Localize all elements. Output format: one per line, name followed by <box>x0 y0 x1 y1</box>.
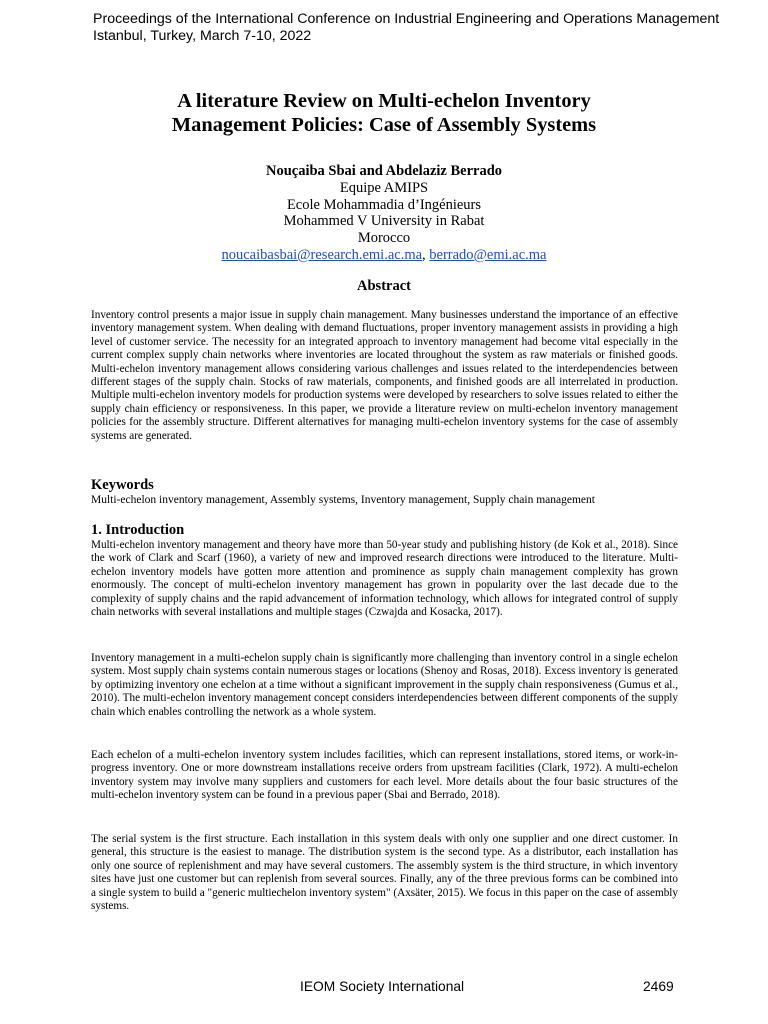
footer-society: IEOM Society International <box>300 979 465 994</box>
intro-paragraph-1: Multi-echelon inventory management and theory have more than 50-year study and publishing history (de Kok et al., 2018). Since the work of Clark and Scarf (1960), a variety of new and improved research directions were introduced to the literature. Multi-echelon inventory models have gotten more attention and prominence as supply chain management complexity has grown enormously. The concept of multi-echelon inventory management has grown in popularity over the last decade due to the complexity of supply chains and the rapid advancement of information technology, which allows for integrated control of supply chain networks with several installations and multiple stages (Czwajda and Kosacka, 2017). <box>91 539 678 619</box>
email-link-berrado[interactable]: berrado@emi.ac.ma <box>429 246 547 263</box>
author-country: Morocco <box>357 230 411 247</box>
running-header <box>93 11 753 45</box>
author-emails <box>0 247 768 264</box>
intro-paragraph-2: Inventory management in a multi-echelon supply chain is significantly more challenging than inventory control in a single echelon system. Most supply chain systems contain numerous stages or locations (Shenoy and Rosas, 2018). Excess inventory is generated by optimizing inventory one echelon at a time without a significant improvement in the supply chain responsiveness (Gumus et al., 2010). The multi-echelon inventory management concept considers interdependencies between different components of the supply chain which enables controlling the network as a whole system. <box>91 652 678 718</box>
author-school: Ecole Mohammadia d’Ingénieurs <box>286 196 482 213</box>
abstract-heading: Abstract <box>357 278 411 294</box>
keywords-text: Multi-echelon inventory management, Assembly systems, Inventory management, Supply chain management <box>91 494 595 506</box>
author-block <box>0 163 768 264</box>
introduction-heading: 1. Introduction <box>91 522 185 538</box>
keywords-heading: Keywords <box>91 477 154 493</box>
email-link-sbai[interactable]: noucaibasbai@research.emi.ac.ma <box>221 246 423 263</box>
conference-name: Proceedings of the International Conference on Industrial Engineering and Operations Management <box>93 11 720 27</box>
intro-paragraph-4: The serial system is the first structure. Each installation in this system deals with only one supplier and one direct customer. In general, this structure is the easiest to manage. The distribution system is the second type. As a distributor, each installation has only one source of replenishment and may have several customers. The assembly system is the third structure, in which inventory sites have just one customer but can replenish from several sources. Finally, any of the three previous forms can be combined into a single system to build a "generic multiechelon inventory system" (Axsäter, 2015). We focus in this paper on the case of assembly systems. <box>91 833 678 913</box>
author-names: Nouçaiba Sbai and Abdelaziz Berrado <box>265 163 503 179</box>
intro-paragraph-3: Each echelon of a multi-echelon inventory system includes facilities, which can represent installations, stored items, or work-in-progress inventory. One or more downstream installations receive orders from upstream facilities (Clark, 1972). A multi-echelon inventory system may involve many suppliers and customers for each level. More details about the four basic structures of the multi-echelon inventory system can be found in a previous paper (Sbai and Berrado, 2018). <box>91 749 678 802</box>
author-team: Equipe AMIPS <box>339 179 429 196</box>
author-university: Mohammed V University in Rabat <box>283 213 485 230</box>
page-number: 2469 <box>643 979 674 994</box>
title-line-1: A literature Review on Multi-echelon Inventory <box>177 90 591 112</box>
email-separator: , <box>422 246 430 263</box>
title-line-2: Management Policies: Case of Assembly Systems <box>171 113 597 136</box>
paper-title <box>0 90 768 137</box>
abstract-text: Inventory control presents a major issue in supply chain management. Many businesses understand the importance of an effective inventory management system. When dealing with demand fluctuations, proper inventory management assists in providing a high level of customer service. The necessity for an integrated approach to inventory management had become vital especially in the current complex supply chain networks where inventories are located throughout the system as raw materials or finished goods. Multi-echelon inventory management allows considering various challenges and issues related to the interdependencies between different stages of the supply chain. Stocks of raw materials, components, and finished goods are all interrelated in production. Multiple multi-echelon inventory models for production systems were developed by researchers to solve issues related to either the supply chain efficiency or responsiveness. In this paper, we provide a literature review on multi-echelon inventory management policies for the assembly structure. Different alternatives for managing multi-echelon inventory systems for the case of assembly systems are generated. <box>91 309 678 442</box>
conference-location-date: Istanbul, Turkey, March 7-10, 2022 <box>93 28 312 44</box>
